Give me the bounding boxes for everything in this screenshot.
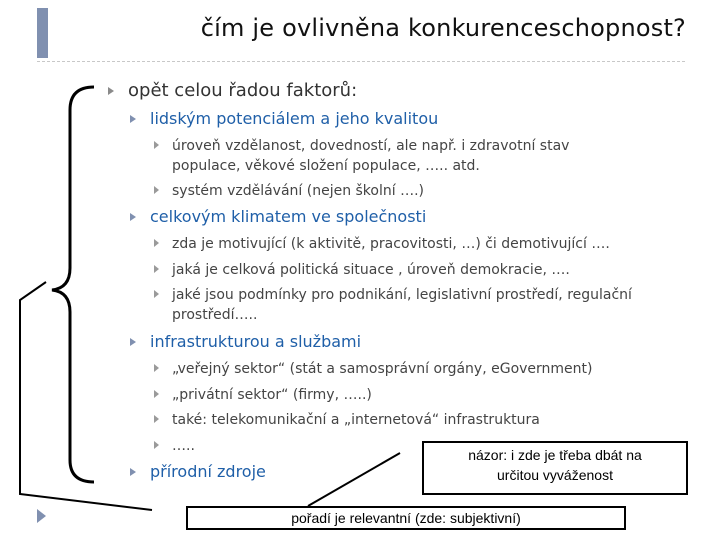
- connector-line-opinion: [308, 453, 400, 506]
- bullet-arrow-icon: [154, 364, 159, 372]
- bullet-arrow-icon: [154, 415, 159, 423]
- slide-nav-arrow-icon: [37, 509, 46, 523]
- bullet-arrow-icon: [130, 338, 136, 346]
- bullet-arrow-icon: [154, 290, 159, 298]
- bullet-arrow-icon: [154, 141, 159, 149]
- curly-brace: [52, 87, 94, 482]
- order-callout-box: pořadí je relevantní (zde: subjektivní): [186, 506, 626, 530]
- bullet-arrow-icon: [108, 87, 114, 95]
- bullet-arrow-icon: [154, 441, 159, 449]
- bullet-arrow-icon: [130, 213, 136, 221]
- bullet-arrow-icon: [130, 115, 136, 123]
- bullet-arrow-icon: [154, 186, 159, 194]
- bullet-arrow-icon: [154, 265, 159, 273]
- bullet-arrow-icon: [130, 468, 136, 476]
- opinion-callout-line2: určitou vyváženost: [497, 467, 613, 483]
- opinion-callout-line1: názor: i zde je třeba dbát na: [468, 447, 642, 463]
- slide-title: čím je ovlivněna konkurenceschopnost?: [200, 14, 686, 42]
- bullet-arrow-icon: [154, 239, 159, 247]
- opinion-callout-box: [422, 441, 688, 495]
- bullet-arrow-icon: [154, 390, 159, 398]
